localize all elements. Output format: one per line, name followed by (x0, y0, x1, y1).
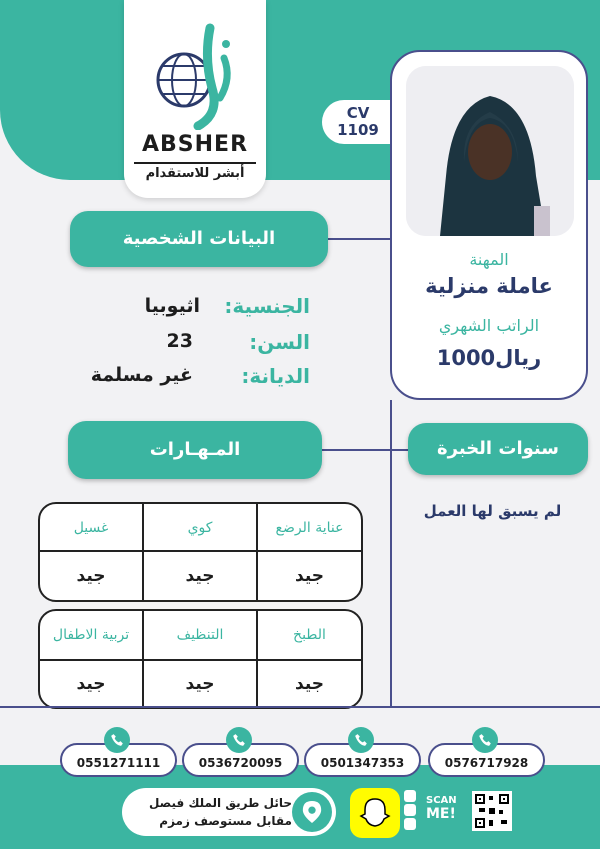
profession-value: عاملة منزلية (425, 274, 553, 298)
personal-data-heading: البيانات الشخصية (70, 211, 328, 267)
level-laundry: جيد (76, 566, 106, 586)
instagram-icon[interactable] (404, 804, 416, 816)
skills-table-2 (38, 609, 363, 709)
skills-connector (320, 449, 410, 451)
experience-value: لم يسبق لها العمل (423, 502, 562, 520)
level-infant-care: جيد (295, 566, 325, 586)
tiktok-icon[interactable] (404, 790, 416, 802)
cv-badge (322, 100, 394, 144)
level-childcare: جيد (76, 674, 106, 694)
location-pin-icon (292, 792, 332, 832)
skill-childcare: تربية الاطفال (52, 627, 130, 643)
phone-icon (348, 727, 374, 753)
person-photo-icon (406, 66, 574, 236)
phone-icon (226, 727, 252, 753)
cv-label: CV (346, 104, 370, 122)
level-ironing: جيد (185, 566, 215, 586)
scan-text: SCAN (426, 795, 457, 806)
nationality-value: اثيوبيا (144, 295, 200, 317)
experience-heading: سنوات الخبرة (408, 423, 588, 475)
salary-value: 1000ريال (436, 346, 542, 370)
skills-heading: المـهـارات (68, 421, 322, 479)
footer-divider (0, 706, 600, 708)
logo-card (124, 0, 266, 198)
address-line-2: مقابل مستوصف زمزم (159, 814, 292, 828)
age-label: السن: (249, 330, 310, 354)
candidate-photo (406, 66, 574, 236)
level-cooking: جيد (295, 674, 325, 694)
phone-2[interactable]: 0536720095 (182, 743, 299, 777)
skill-cooking: الطبخ (293, 627, 326, 643)
skill-ironing: كوي (187, 520, 213, 536)
address-box (122, 788, 336, 836)
phone-icon (104, 727, 130, 753)
vertical-divider (390, 400, 392, 706)
scan-me-label (426, 795, 457, 822)
phone-icon (472, 727, 498, 753)
skill-cleaning: التنظيف (176, 627, 224, 643)
nationality-label: الجنسية: (224, 294, 310, 318)
logo-divider (134, 162, 256, 164)
phone-1[interactable]: 0551271111 (60, 743, 177, 777)
religion-value: غير مسلمة (90, 364, 193, 386)
logo-arabic-text: أبشر للاستقدام (145, 166, 245, 181)
salary-label: الراتب الشهري (438, 316, 540, 335)
level-cleaning: جيد (185, 674, 215, 694)
me-text: ME! (426, 806, 456, 822)
personal-connector (326, 238, 392, 240)
cv-number: 1109 (337, 121, 379, 139)
address-line-1: حائل طريق الملك فيصل (148, 796, 292, 810)
skill-laundry: غسيل (73, 520, 109, 536)
qr-code-icon[interactable] (472, 791, 512, 831)
profile-card (390, 50, 588, 400)
age-value: 23 (166, 330, 193, 352)
x-icon[interactable] (404, 818, 416, 830)
phone-4[interactable]: 0576717928 (428, 743, 545, 777)
snapchat-icon[interactable] (350, 788, 400, 838)
globe-logo-icon (154, 18, 236, 130)
social-icons (404, 790, 418, 832)
skill-infant-care: عناية الرضع (275, 520, 344, 536)
phone-3[interactable]: 0501347353 (304, 743, 421, 777)
skills-table-1 (38, 502, 363, 602)
profession-label: المهنة (469, 250, 509, 269)
logo-english-text: ABSHER (141, 132, 249, 157)
religion-label: الديانة: (241, 364, 310, 388)
